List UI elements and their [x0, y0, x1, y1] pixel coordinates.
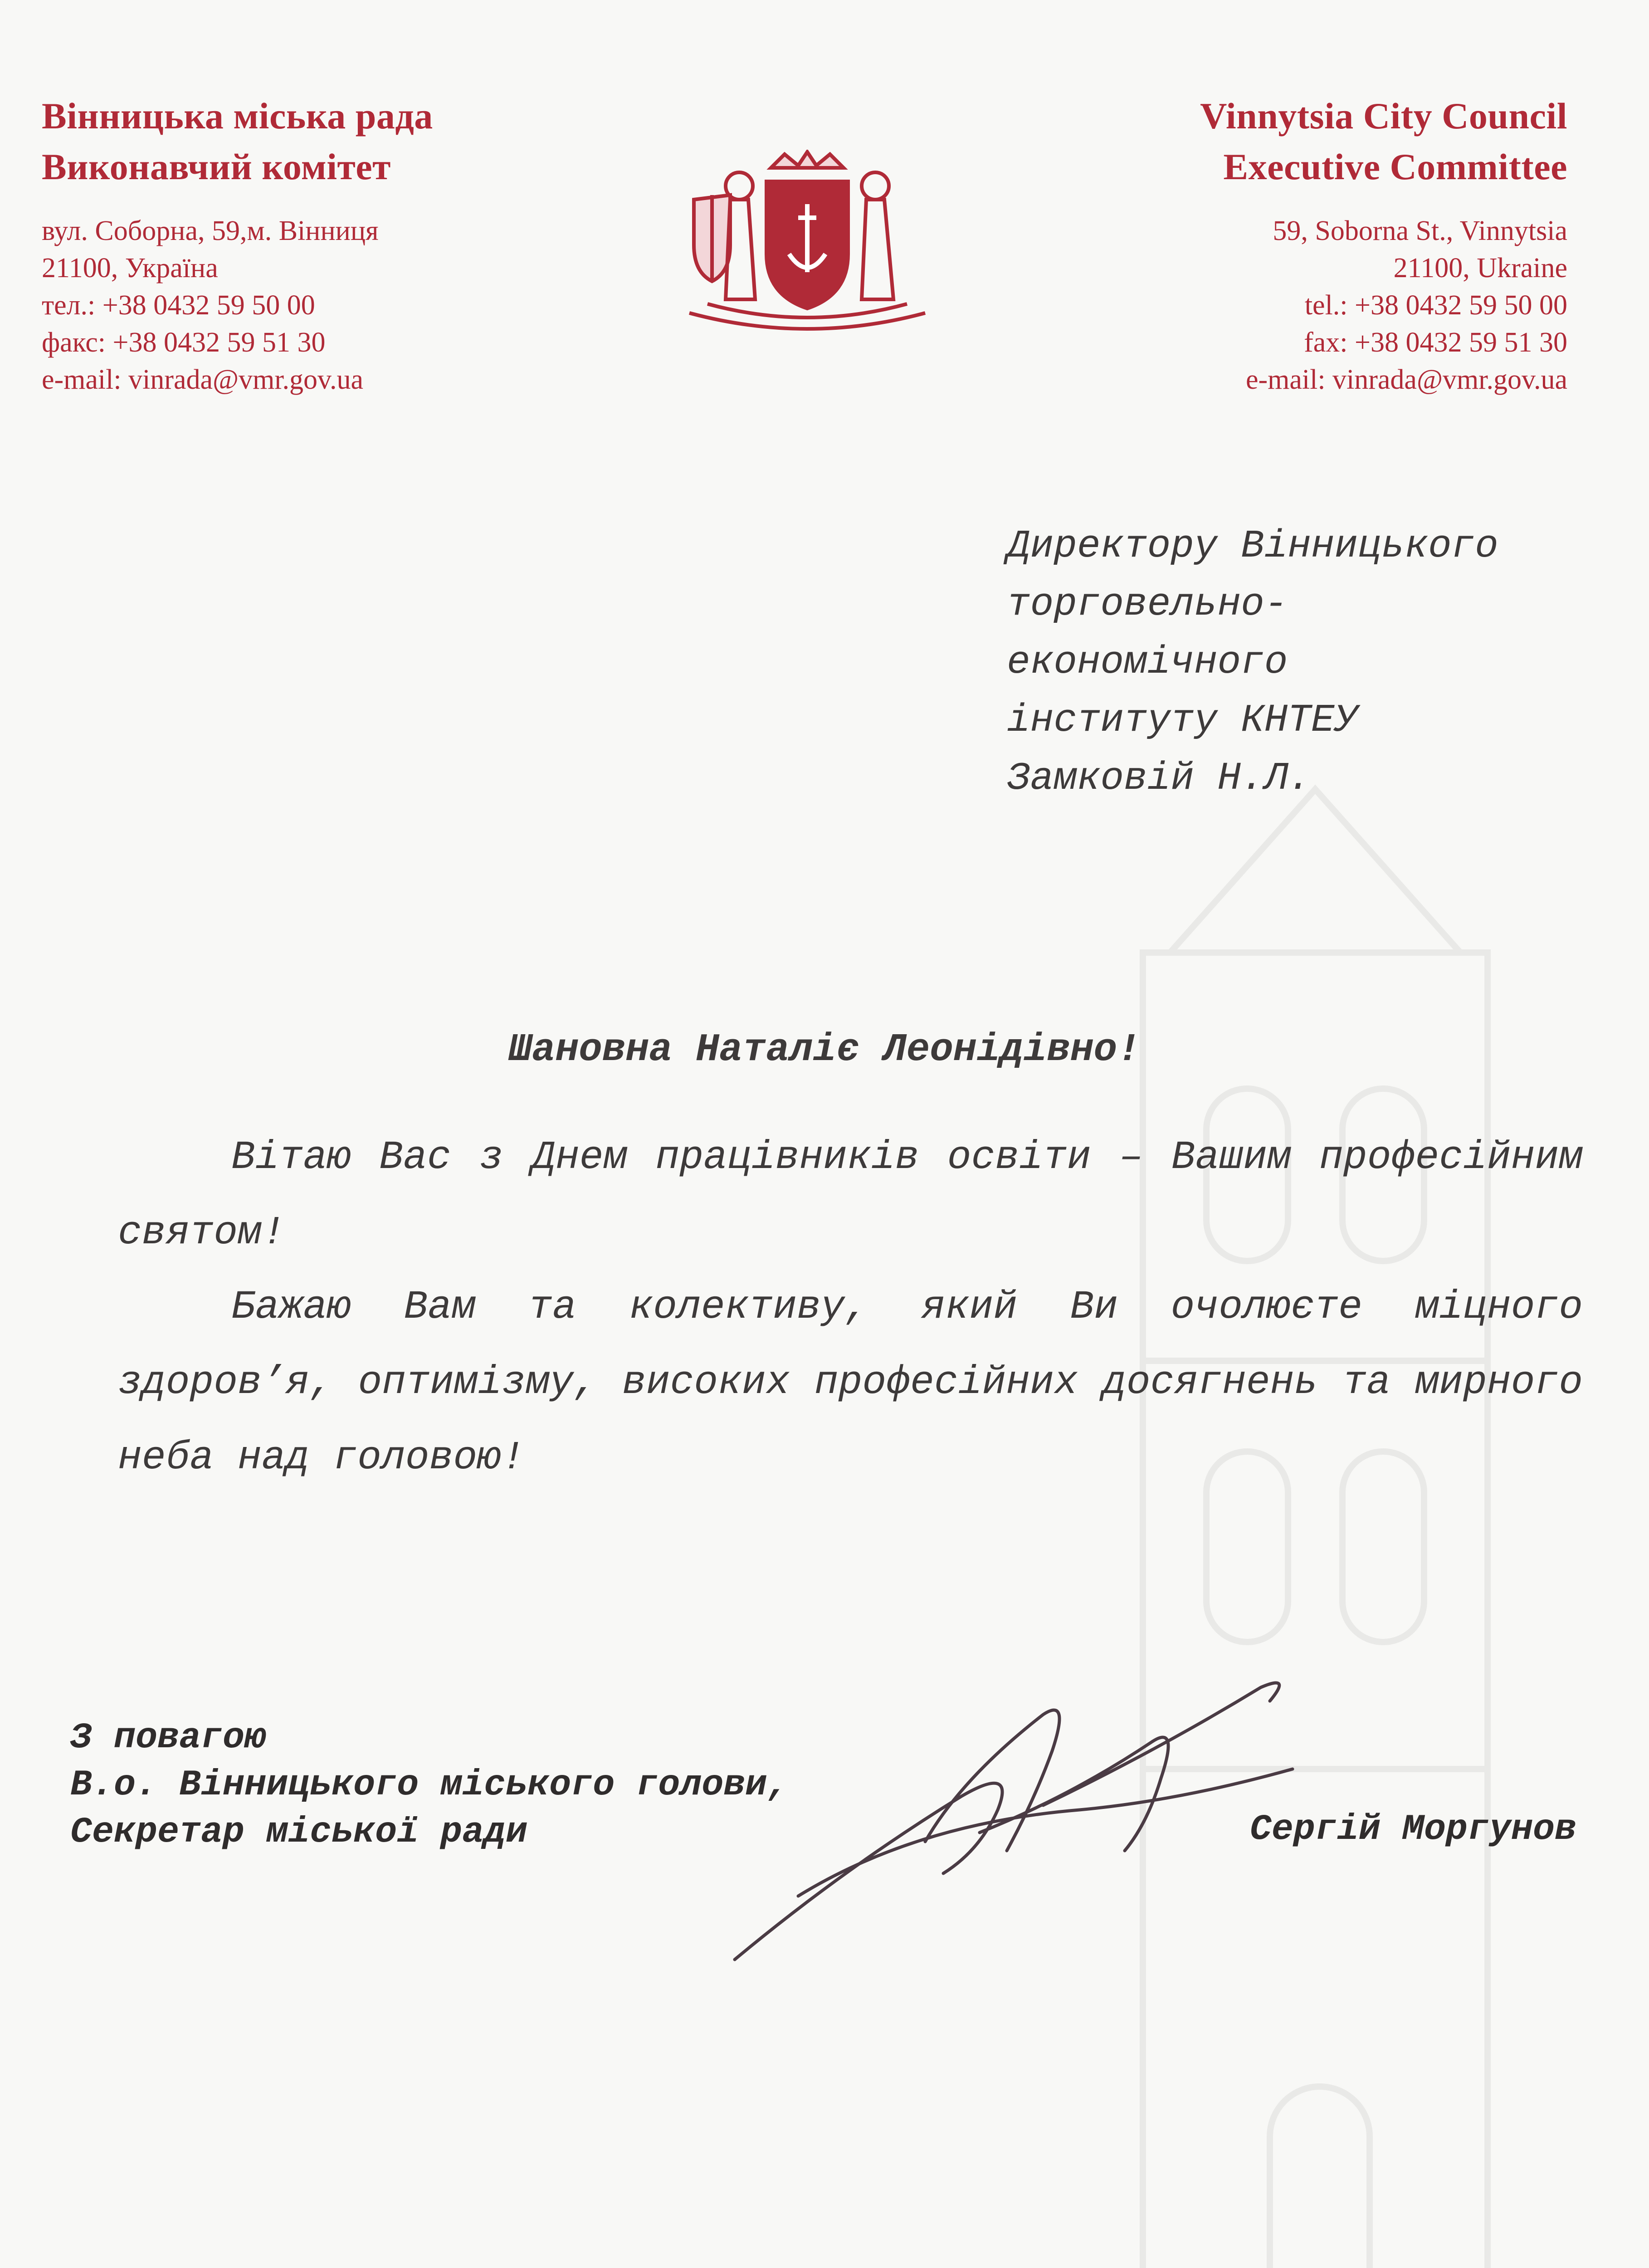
tower-watermark: [1034, 771, 1578, 2268]
phone-en: tel.: +38 0432 59 50 00: [1304, 290, 1567, 321]
letterhead-ua: [42, 91, 433, 398]
addressee-line: економічного: [1007, 640, 1288, 684]
address-city-en: 21100, Ukraine: [1393, 253, 1567, 284]
signer-position-line1: В.о. Вінницького міського голови,: [70, 1765, 789, 1806]
addressee-line: Директору Вінницького: [1007, 524, 1498, 568]
org-name-en: Vinnytsia City Council: [1200, 95, 1567, 137]
body-paragraph-wishes: Бажаю Вам та колективу, який Ви очолюєте міцного здоров’я, оптимізму, високих професійних досягнень та мирного неба над головою!: [118, 1285, 1583, 1481]
addressee-block: [1007, 517, 1498, 807]
closing: З повагою: [70, 1717, 267, 1759]
email-en: e-mail: vinrada@vmr.gov.ua: [1245, 364, 1567, 395]
signature-block: [70, 1715, 789, 1856]
address-street-ua: вул. Соборна, 59,м. Вінниця: [42, 215, 379, 246]
fax-en: fax: +38 0432 59 51 30: [1304, 327, 1567, 358]
org-committee-ua: Виконавчий комітет: [42, 146, 391, 187]
addressee-line: інституту КНТЕУ: [1007, 698, 1358, 743]
email-ua: e-mail: vinrada@vmr.gov.ua: [42, 364, 364, 395]
body-paragraph-greeting: Вітаю Вас з Днем працівників освіти – Вашим професійним святом!: [118, 1135, 1583, 1256]
address-city-ua: 21100, Україна: [42, 253, 218, 284]
fax-ua: факс: +38 0432 59 51 30: [42, 327, 326, 358]
address-street-en: 59, Soborna St., Vinnytsia: [1273, 215, 1567, 246]
org-committee-en: Executive Committee: [1223, 146, 1567, 187]
letterhead-en: [1200, 91, 1567, 398]
phone-ua: тел.: +38 0432 59 50 00: [42, 290, 315, 321]
org-name-ua: Вінницька міська рада: [42, 95, 433, 137]
signer-position-line2: Секретар міської ради: [70, 1812, 528, 1853]
signer-name: Сергій Моргунов: [1249, 1809, 1576, 1850]
city-crest-logo: [662, 150, 952, 340]
addressee-line: Замковій Н.Л.: [1007, 756, 1311, 801]
salutation: Шановна Наталіє Леонідівно!: [508, 1027, 1141, 1072]
addressee-line: торговельно-: [1007, 582, 1288, 626]
